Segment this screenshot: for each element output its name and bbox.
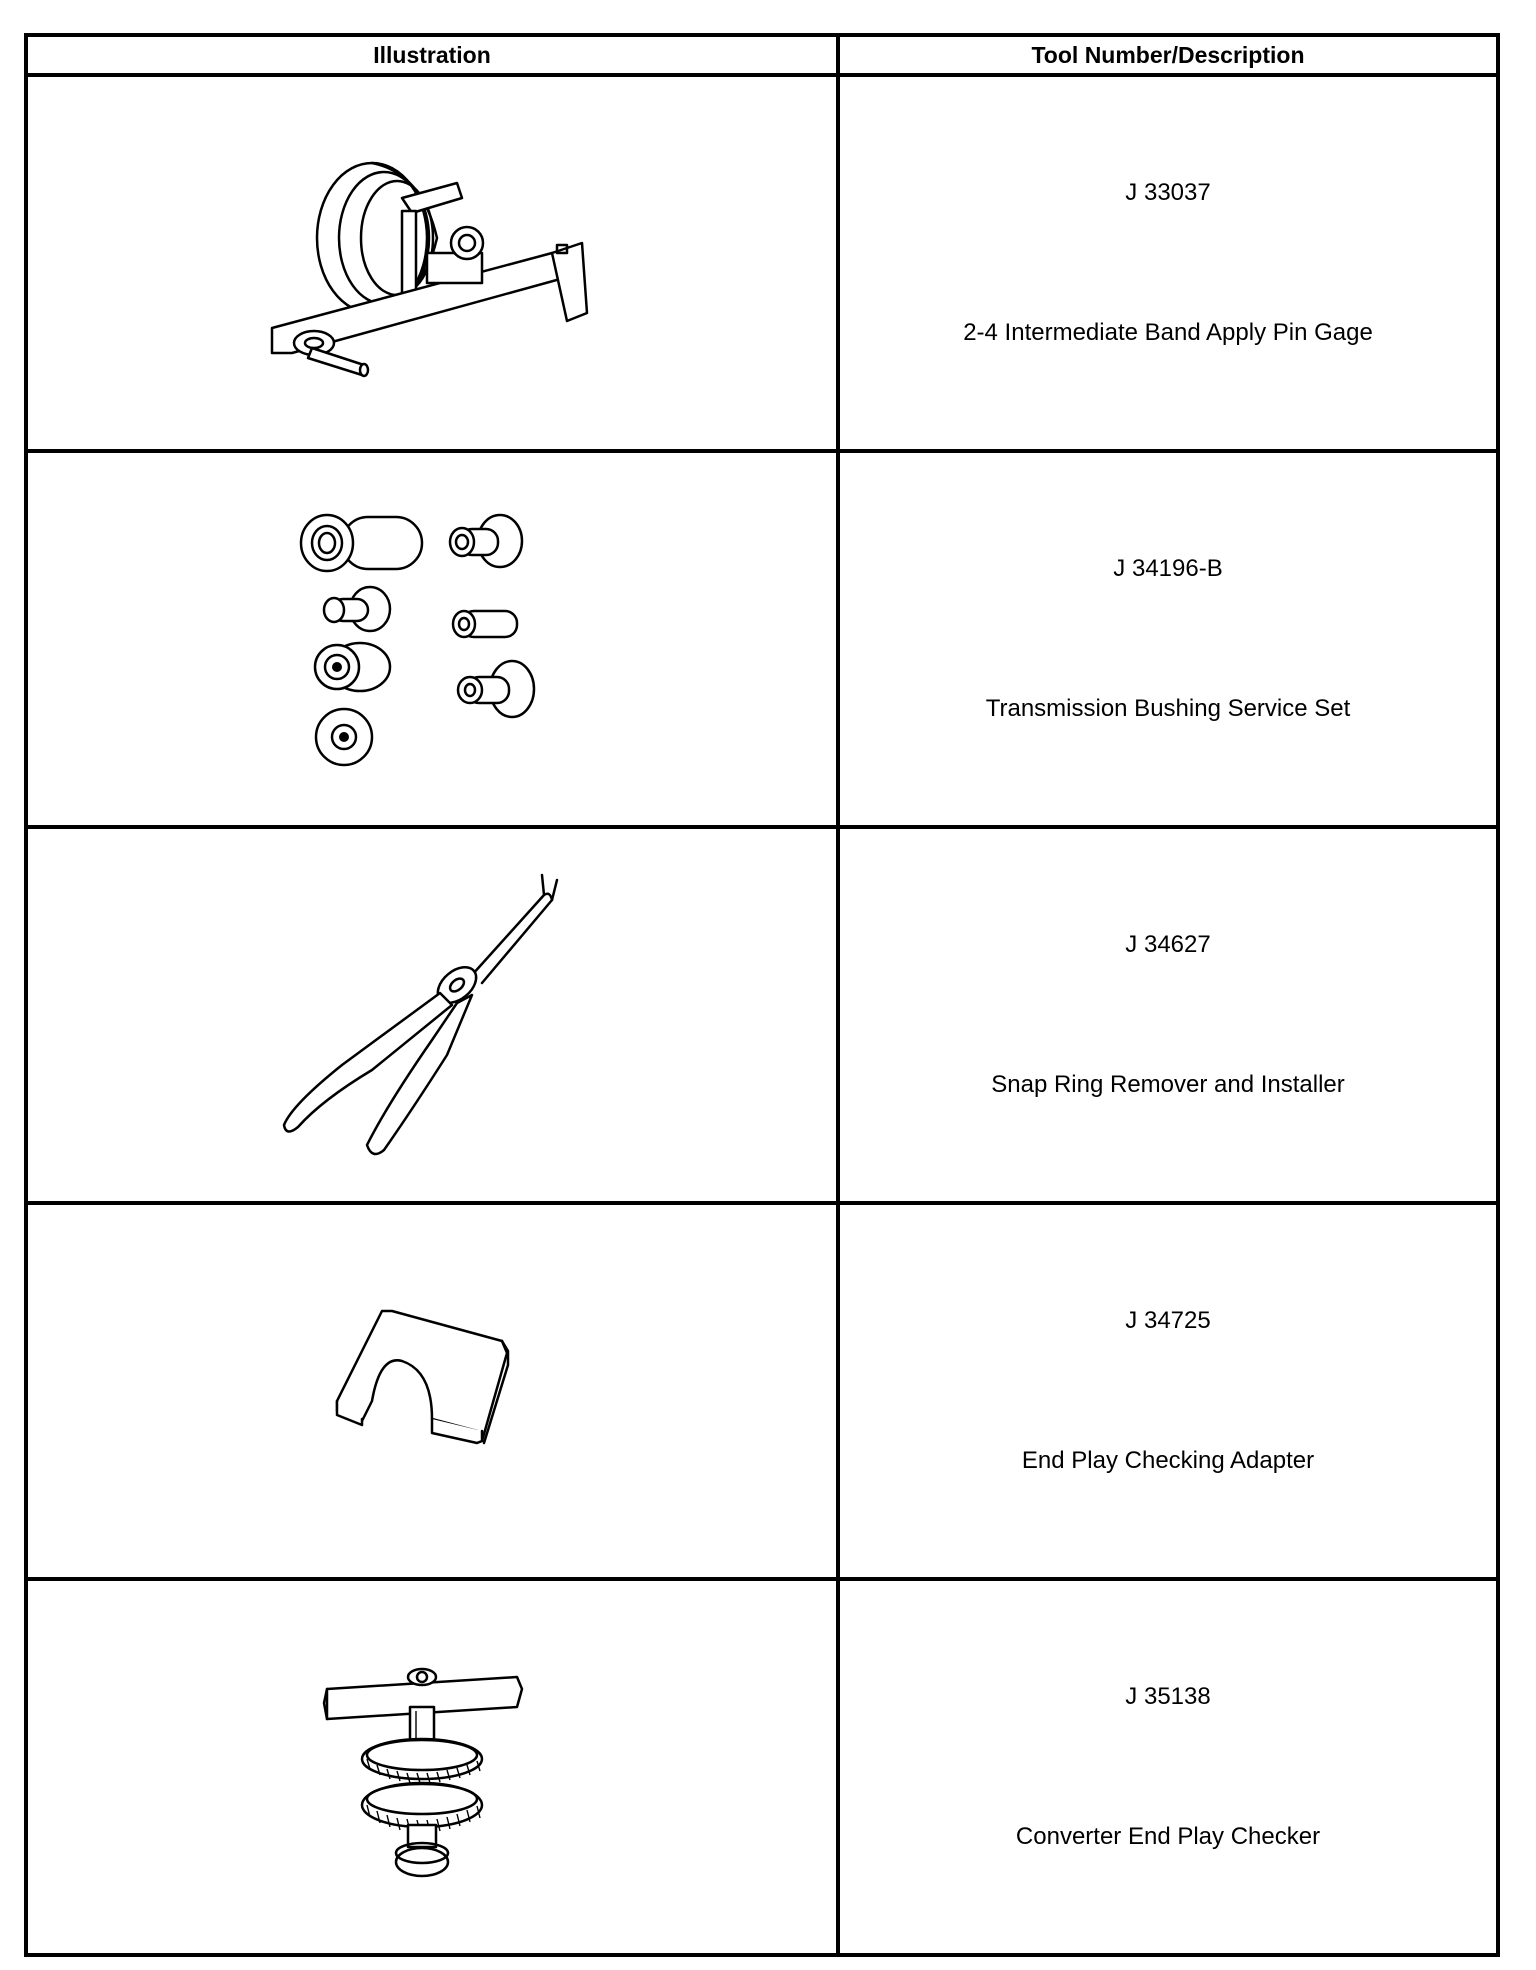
- band-apply-pin-gage-icon: [252, 143, 612, 383]
- converter-end-play-checker-icon: [312, 1647, 552, 1887]
- tool-cell: [838, 75, 1498, 451]
- end-play-adapter-icon: [322, 1291, 542, 1491]
- table-row: [26, 1203, 1498, 1579]
- tool-cell: [838, 1579, 1498, 1955]
- tool-cell: [838, 827, 1498, 1203]
- column-header-tool: Tool Number/Description: [838, 35, 1498, 75]
- tool-description: Snap Ring Remover and Installer: [991, 1071, 1345, 1098]
- tool-number: J 34627: [1125, 931, 1211, 958]
- column-header-illustration: Illustration: [26, 35, 838, 75]
- table-row: [26, 1579, 1498, 1955]
- tool-cell: [838, 451, 1498, 827]
- illustration-cell: [26, 451, 838, 827]
- special-tools-table: [24, 33, 1500, 1957]
- illustration-cell: [26, 827, 838, 1203]
- tool-description: Converter End Play Checker: [1015, 1823, 1321, 1850]
- table-row: [26, 75, 1498, 451]
- illustration-cell: [26, 1203, 838, 1579]
- bushing-service-set-icon: [282, 499, 582, 779]
- tool-cell: [838, 1203, 1498, 1579]
- tool-number: J 34196-B: [1113, 555, 1223, 582]
- table-row: [26, 827, 1498, 1203]
- illustration-cell: [26, 1579, 838, 1955]
- table-header-row: [26, 35, 1498, 75]
- tool-description: End Play Checking Adapter: [1021, 1447, 1315, 1474]
- tool-description: 2-4 Intermediate Band Apply Pin Gage: [963, 319, 1373, 346]
- snap-ring-pliers-icon: [272, 865, 592, 1165]
- tool-number: J 34725: [1125, 1307, 1211, 1334]
- illustration-cell: [26, 75, 838, 451]
- tool-number: J 33037: [1125, 179, 1211, 206]
- table-row: [26, 451, 1498, 827]
- tool-number: J 35138: [1125, 1683, 1211, 1710]
- tool-description: Transmission Bushing Service Set: [985, 695, 1351, 722]
